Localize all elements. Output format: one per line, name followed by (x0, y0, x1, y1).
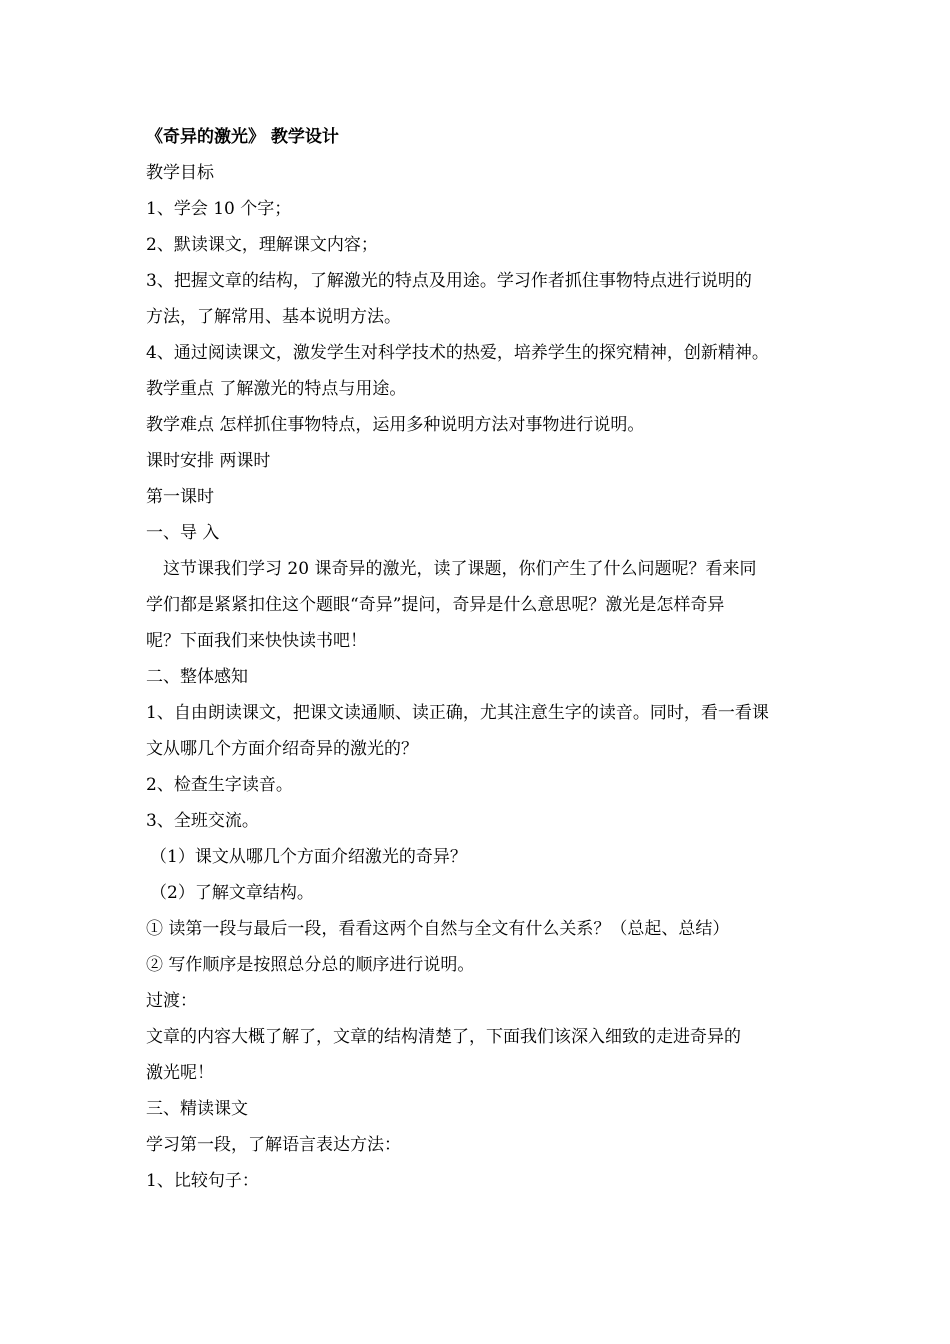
document-title: 《奇异的激光》 教学设计 (146, 127, 339, 147)
structure-point-1: ① 读第一段与最后一段，看看这两个自然与全文有什么关系？（总起、总结） (146, 919, 730, 939)
transition-paragraph-line-1: 文章的内容大概了解了，文章的结构清楚了，下面我们该深入细致的走进奇异的 (146, 1027, 741, 1047)
introduction-paragraph-line-1: 这节课我们学习 20 课奇异的激光，读了课题，你们产生了什么问题呢？看来同 (163, 559, 757, 579)
document-page (146, 119, 810, 1199)
overall-item-2: 2、检查生字读音。 (146, 775, 293, 795)
section-heading-objectives: 教学目标 (146, 163, 214, 183)
introduction-paragraph-line-3: 呢？下面我们来快快读书吧！ (146, 631, 367, 651)
transition-paragraph-line-2: 激光呢！ (146, 1063, 214, 1083)
introduction-paragraph-line-2: 学们都是紧紧扣住这个题眼“奇异”提问，奇异是什么意思呢？激光是怎样奇异 (146, 595, 725, 615)
overall-item-1-continued: 文从哪几个方面介绍奇异的激光的？ (146, 739, 418, 759)
teaching-focus: 教学重点 了解激光的特点与用途。 (146, 379, 407, 399)
overall-item-1: 1、自由朗读课文，把课文读通顺、读正确，尤其注意生字的读音。同时，看一看课 (146, 703, 769, 723)
close-reading-intro: 学习第一段，了解语言表达方法： (146, 1135, 401, 1155)
lesson-schedule: 课时安排 两课时 (146, 451, 271, 471)
section-heading-introduction: 一、导 入 (146, 523, 220, 543)
objective-item-3: 3、把握文章的结构，了解激光的特点及用途。学习作者抓住事物特点进行说明的 (146, 271, 752, 291)
transition-label: 过渡： (146, 991, 197, 1011)
objective-item-4: 4、通过阅读课文，激发学生对科学技术的热爱，培养学生的探究精神，创新精神。 (146, 343, 769, 363)
close-reading-item-1: 1、比较句子： (146, 1171, 259, 1191)
objective-item-1: 1、学会 10 个字； (146, 199, 292, 219)
teaching-difficulty: 教学难点 怎样抓住事物特点，运用多种说明方法对事物进行说明。 (146, 415, 645, 435)
section-heading-close-reading: 三、精读课文 (146, 1099, 248, 1119)
objective-item-2: 2、默读课文，理解课文内容； (146, 235, 378, 255)
overall-item-3: 3、全班交流。 (146, 811, 259, 831)
overall-subitem-1: （1）课文从哪几个方面介绍激光的奇异？ (150, 847, 467, 867)
overall-subitem-2: （2）了解文章结构。 (150, 883, 314, 903)
first-lesson-heading: 第一课时 (146, 487, 214, 507)
structure-point-2: ② 写作顺序是按照总分总的顺序进行说明。 (146, 955, 475, 975)
section-heading-overall: 二、整体感知 (146, 667, 248, 687)
objective-item-3-continued: 方法，了解常用、基本说明方法。 (146, 307, 401, 327)
